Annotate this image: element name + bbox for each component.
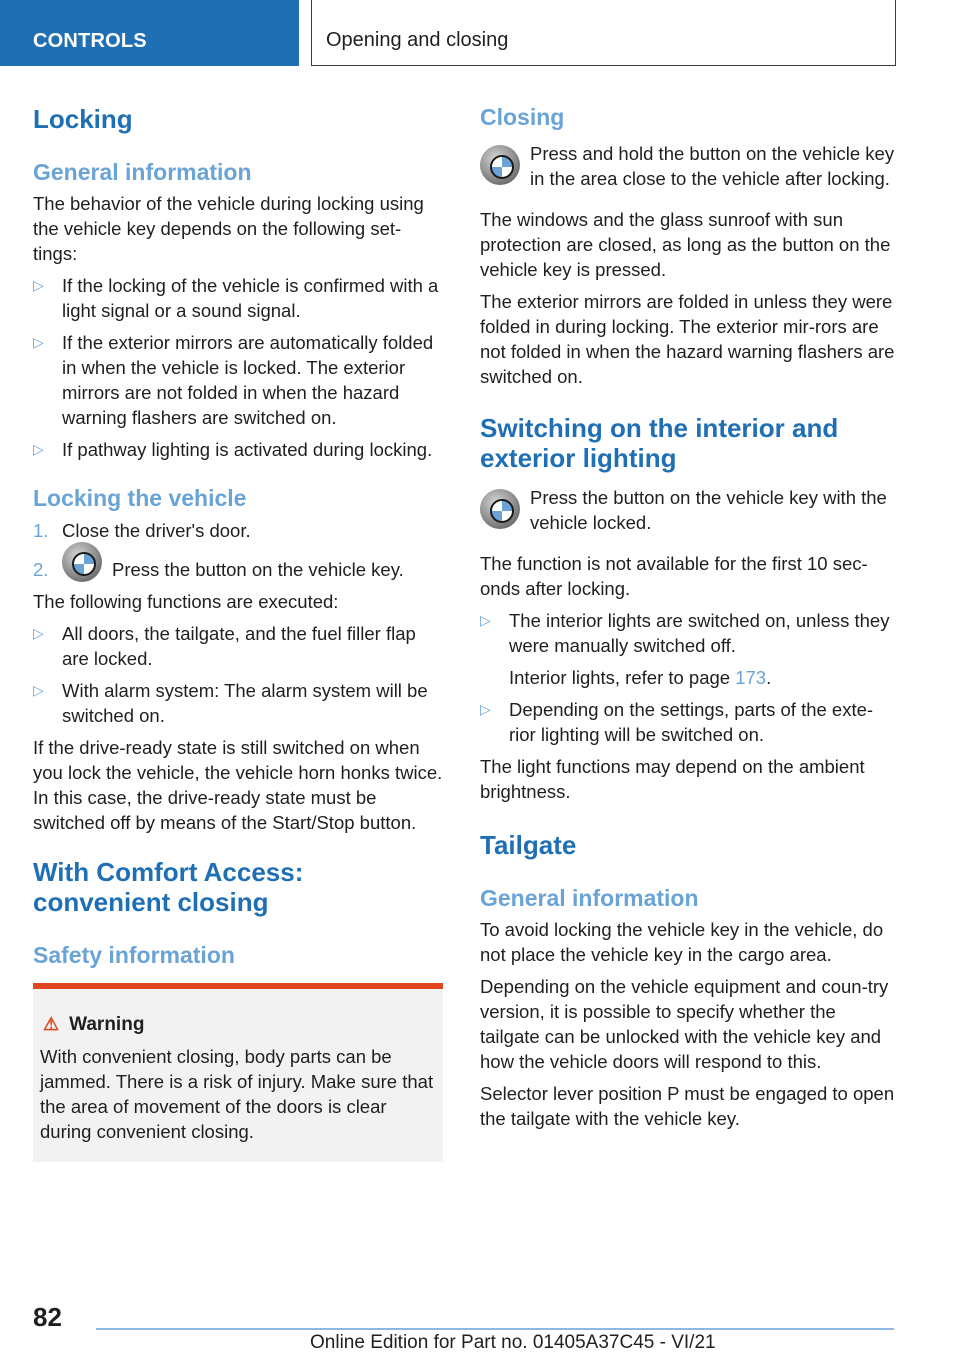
tailgate-general-heading: General information bbox=[480, 885, 699, 911]
list-item: ▷ If the exterior mirrors are automatically folded in when the vehicle is locked. The exterior mirrors are not folded in when the hazard warning flashers are switched on. bbox=[33, 332, 434, 428]
list-item: 1. Close the driver's door. bbox=[33, 520, 251, 541]
header-section-label: CONTROLS bbox=[33, 30, 147, 52]
warning-heading: ⚠ Warning bbox=[43, 1014, 145, 1036]
warning-box bbox=[33, 983, 443, 1162]
lighting-icon-paragraph: Press the button on the vehicle key with the vehicle locked. bbox=[480, 485, 895, 535]
triangle-bullet-icon: ▷ bbox=[33, 277, 44, 293]
triangle-bullet-icon: ▷ bbox=[33, 334, 44, 350]
tailgate-heading: Tailgate bbox=[480, 830, 577, 860]
header-chapter-label: Opening and closing bbox=[326, 29, 509, 51]
lighting-after-text: The light functions may depend on the ambient brightness. bbox=[480, 756, 865, 802]
list-item: ▷ With alarm system: The alarm system will be switched on. bbox=[33, 680, 428, 727]
drive-ready-text: If the drive-ready state is still switched on when you lock the vehicle, the vehicle horn honks twice. In this case, the drive-ready state must be switched off by means of the Start/Stop button. bbox=[33, 737, 443, 834]
bmw-key-button-icon bbox=[480, 145, 520, 185]
page-link[interactable]: 173 bbox=[735, 667, 767, 688]
locking-steps-list bbox=[33, 518, 443, 582]
functions-bullet-list bbox=[33, 621, 443, 728]
tailgate-para-3: Selector lever position P must be engaged to open the tailgate with the vehicle key. bbox=[480, 1083, 895, 1129]
list-item: ▷ If pathway lighting is activated during locking. bbox=[33, 439, 433, 460]
list-item: ▷ Depending on the settings, parts of the exte-rior lighting will be switched on. bbox=[480, 699, 874, 745]
general-bullet-list bbox=[33, 273, 443, 462]
lighting-para: The function is not available for the first 10 sec-onds after locking. bbox=[480, 553, 868, 599]
bmw-key-button-icon bbox=[480, 489, 520, 529]
locking-vehicle-heading: Locking the vehicle bbox=[33, 485, 247, 511]
list-item: ▷ All doors, the tailgate, and the fuel filler flap are locked. bbox=[33, 623, 416, 670]
closing-icon-paragraph: Press and hold the button on the vehicle key in the area close to the vehicle after locking. bbox=[480, 141, 895, 191]
closing-heading: Closing bbox=[480, 104, 565, 130]
footer-edition: Online Edition for Part no. 01405A37C45 - VI/21 bbox=[310, 1332, 716, 1353]
bmw-key-button-icon bbox=[62, 542, 102, 582]
triangle-bullet-icon: ▷ bbox=[33, 682, 44, 699]
page-reference: Interior lights, refer to page 173. bbox=[509, 667, 772, 688]
header-section-tab bbox=[0, 0, 299, 66]
footer-rule bbox=[96, 1328, 894, 1330]
safety-info-heading: Safety information bbox=[33, 942, 235, 969]
general-intro-text: The behavior of the vehicle during locking using the vehicle key depends on the following set-tings: bbox=[33, 193, 424, 264]
closing-para-2: The exterior mirrors are folded in unless they were folded in during locking. The exterior mir-rors are not folded in when the hazard warning flashers are switched on. bbox=[480, 291, 895, 387]
left-column bbox=[33, 100, 443, 1162]
warning-text: With convenient closing, body parts can be jammed. There is a risk of injury. Make sure that the area of movement of the doors is clear during convenient closing. bbox=[40, 1046, 434, 1143]
locking-heading: Locking bbox=[33, 104, 133, 134]
triangle-bullet-icon: ▷ bbox=[480, 612, 491, 628]
closing-para-1: The windows and the glass sunroof with sun protection are closed, as long as the button on the vehicle key is pressed. bbox=[480, 209, 891, 280]
lighting-bullet-list bbox=[480, 608, 895, 747]
tailgate-para-2: Depending on the vehicle equipment and coun-try version, it is possible to specify whether the tailgate can be unlocked with the vehicle key and how the vehicle doors will respond to this. bbox=[480, 976, 889, 1072]
general-info-heading: General information bbox=[33, 159, 252, 185]
triangle-bullet-icon: ▷ bbox=[33, 441, 44, 457]
triangle-bullet-icon: ▷ bbox=[480, 701, 491, 717]
tailgate-para-1: To avoid locking the vehicle key in the vehicle, do not place the vehicle key in the cargo area. bbox=[480, 919, 884, 965]
list-item: ▷ The interior lights are switched on, unless they were manually switched off. Interior lights, refer to page 173. bbox=[480, 608, 895, 690]
triangle-bullet-icon: ▷ bbox=[33, 625, 44, 642]
header-chapter-box bbox=[311, 0, 896, 66]
lighting-heading: Switching on the interior and exterior lighting bbox=[480, 413, 839, 473]
page-number: 82 bbox=[33, 1302, 62, 1332]
comfort-access-heading: With Comfort Access: convenient closing bbox=[33, 857, 304, 918]
functions-intro-text: The following functions are executed: bbox=[33, 591, 339, 613]
right-column bbox=[480, 100, 895, 1138]
warning-triangle-icon: ⚠ bbox=[43, 1014, 60, 1035]
list-item: ▷ If the locking of the vehicle is confirmed with a light signal or a sound signal. bbox=[33, 275, 439, 321]
list-item: 2. Press the button on the vehicle key. bbox=[33, 557, 443, 582]
